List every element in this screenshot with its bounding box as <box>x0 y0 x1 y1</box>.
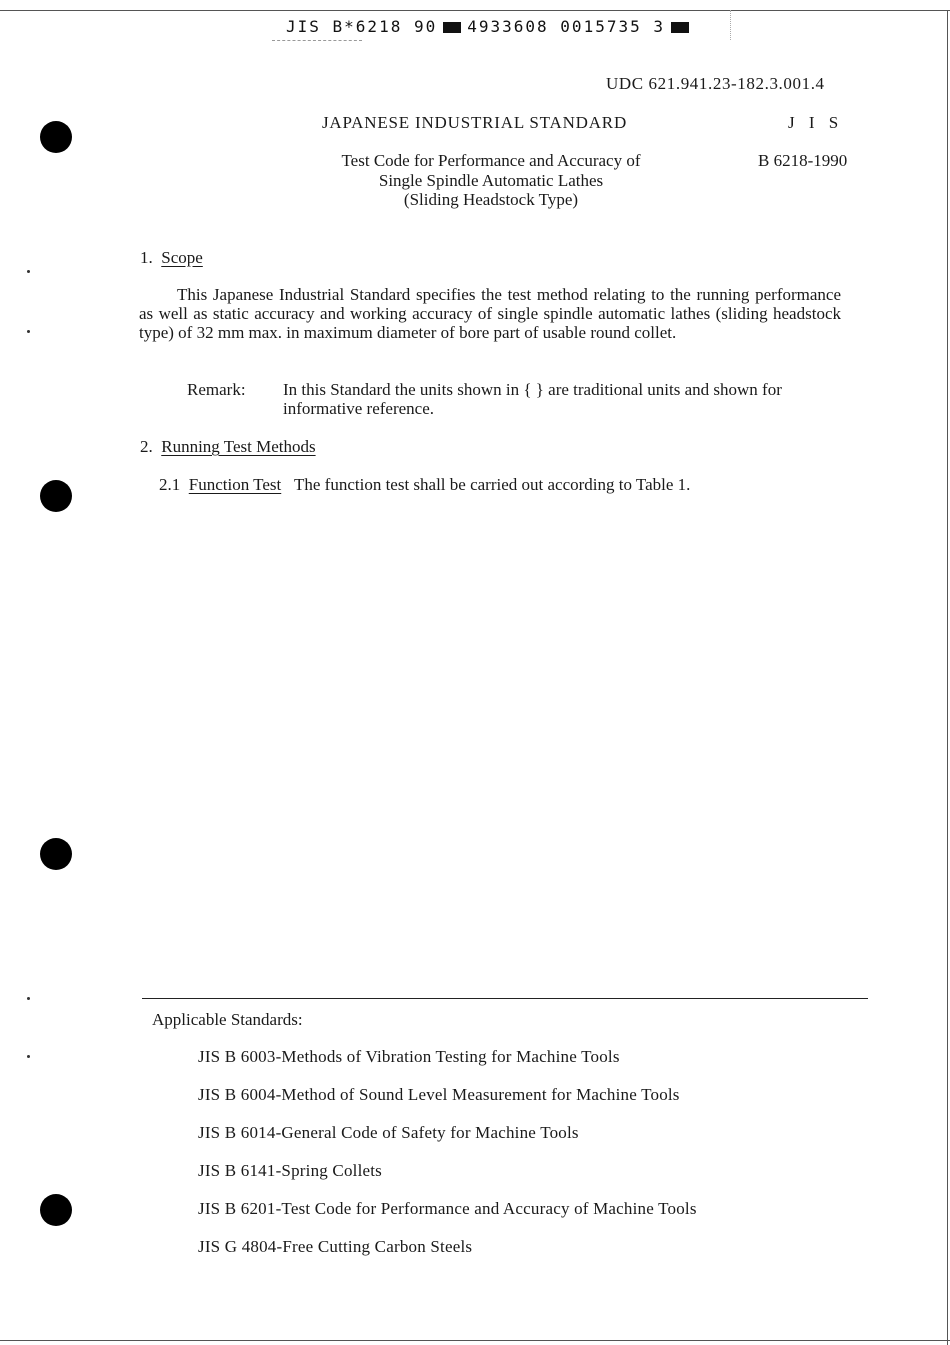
stamp-block-mark <box>671 22 689 33</box>
scan-speck <box>27 997 30 1000</box>
section-number: 2. <box>140 437 153 456</box>
standard-number: B 6218-1990 <box>758 151 848 170</box>
title-line: Test Code for Performance and Accuracy of <box>341 151 641 170</box>
binder-hole <box>40 838 72 870</box>
binder-hole <box>40 1194 72 1226</box>
document-title <box>286 151 696 210</box>
page-border-right <box>947 10 948 1345</box>
standard-heading: JAPANESE INDUSTRIAL STANDARD <box>322 113 628 132</box>
applicable-standards-heading: Applicable Standards: <box>152 1010 303 1029</box>
section-title: Running Test Methods <box>161 437 316 456</box>
section-scope-heading <box>140 248 203 268</box>
footnote-divider <box>142 998 868 999</box>
scope-text: This Japanese Industrial Standard specifies the test method relating to the running performance as well as static accuracy and working accuracy of single spindle automatic lathes (sliding headstock type) of 32 mm max. in maximum diameter of bore part of usable round collet. <box>139 285 841 342</box>
scan-speck <box>27 270 30 273</box>
scan-speck <box>27 1055 30 1058</box>
stamp-block-mark <box>443 22 461 33</box>
remark-label: Remark: <box>187 380 246 399</box>
binder-hole <box>40 121 72 153</box>
stamp-underline <box>272 40 362 41</box>
title-line: (Sliding Headstock Type) <box>403 190 579 209</box>
list-item: JIS G 4804-Free Cutting Carbon Steels <box>198 1237 473 1256</box>
scope-paragraph <box>139 285 841 342</box>
subsection-text: The function test shall be carried out according to Table 1. <box>293 475 691 494</box>
scan-speck <box>27 330 30 333</box>
title-line: Single Spindle Automatic Lathes <box>378 170 604 190</box>
subsection-number: 2.1 <box>159 475 181 494</box>
list-item: JIS B 6141-Spring Collets <box>198 1161 382 1180</box>
jis-mark: J I S <box>788 113 844 132</box>
document-stamp <box>286 17 695 36</box>
list-item: JIS B 6004-Method of Sound Level Measurement for Machine Tools <box>198 1085 680 1104</box>
list-item: JIS B 6014-General Code of Safety for Machine Tools <box>198 1123 579 1142</box>
udc-number: UDC 621.941.23-182.3.001.4 <box>606 74 825 93</box>
page-border-bottom <box>0 1340 950 1341</box>
stamp-code-secondary: 4933608 0015735 3 <box>467 17 665 36</box>
list-item: JIS B 6201-Test Code for Performance and Accuracy of Machine Tools <box>198 1199 697 1218</box>
section-title: Scope <box>161 248 203 267</box>
stamp-code-primary: JIS B*6218 90 <box>286 17 438 36</box>
section-number: 1. <box>140 248 153 267</box>
subsection-function-test <box>139 475 829 494</box>
subsection-title: Function Test <box>188 475 282 494</box>
applicable-standards-list <box>198 1047 697 1275</box>
remark-text: In this Standard the units shown in { } are traditional units and shown for informative reference. <box>283 380 782 418</box>
list-item: JIS B 6003-Methods of Vibration Testing for Machine Tools <box>198 1047 620 1066</box>
section-running-tests-heading <box>140 437 316 457</box>
binder-hole <box>40 480 72 512</box>
